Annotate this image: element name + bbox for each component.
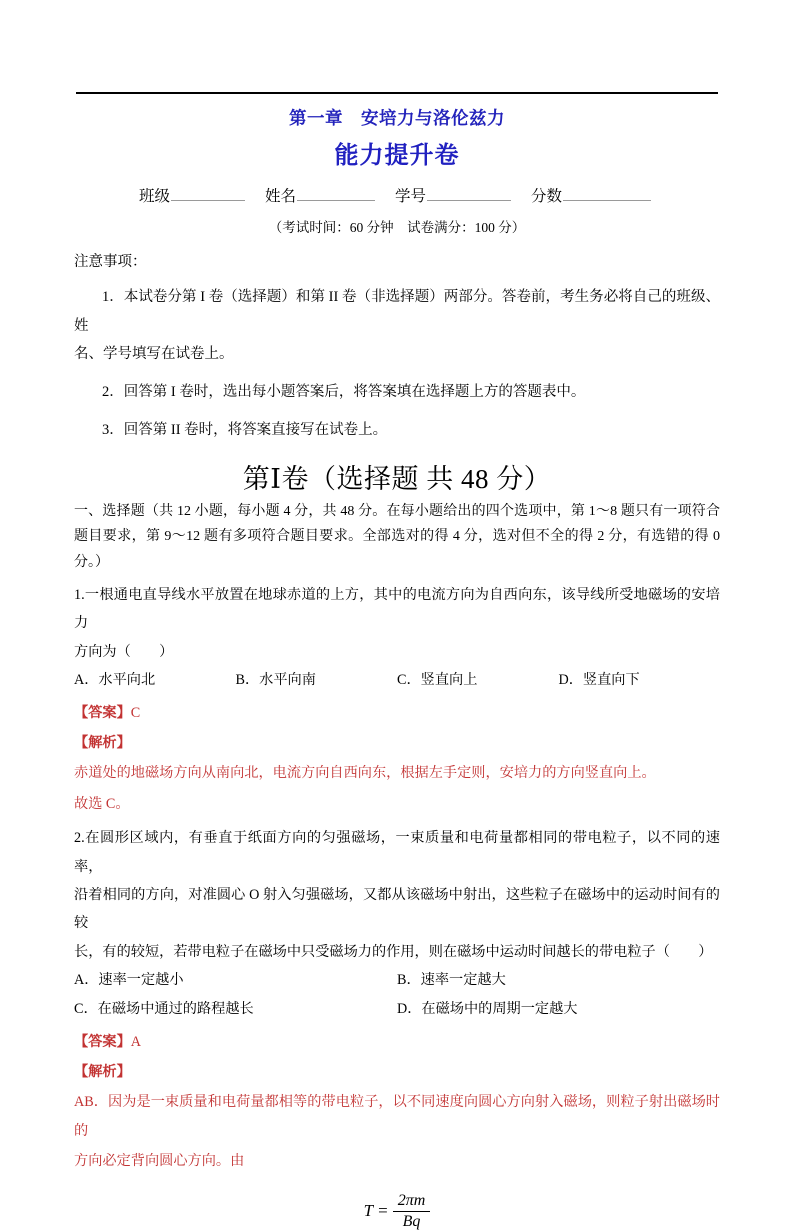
question-2-stem-line-3: 长，有的较短，若带电粒子在磁场中只受磁场力的作用，则在磁场中运动时间越长的带电粒子（ ） <box>74 943 713 960</box>
question-1-answer-value: C <box>130 704 141 721</box>
student-info-row <box>74 186 720 208</box>
question-1-stem-line-2: 方向为（ ） <box>74 643 174 660</box>
header-divider-rule <box>76 92 718 94</box>
name-label: 姓名 <box>264 188 296 206</box>
class-blank-field[interactable] <box>171 186 245 201</box>
formula-denominator: Bq <box>402 1212 421 1230</box>
question-2-formula <box>74 1192 720 1231</box>
question-1-analysis-line-1: 赤道处的地磁场方向从南向北，电流方向自西向东，根据左手定则，安培力的方向竖直向上。 <box>74 765 656 782</box>
formula-lhs: T <box>363 1201 374 1221</box>
question-2-answer-value: A <box>130 1033 142 1050</box>
notice-item-1a: 1．本试卷分第 I 卷（选择题）和第 II 卷（非选择题）两部分。答卷前，考生务必将自己的班级、姓 <box>74 289 720 334</box>
question-2-analysis-line-1: AB．因为是一束质量和电荷量都相等的带电粒子，以不同速度向圆心方向射入磁场，则粒子射出磁场时的 <box>74 1094 720 1139</box>
question-2-option-a[interactable]: A．速率一定越小 <box>74 972 184 989</box>
question-2-option-d[interactable]: D．在磁场中的周期一定越大 <box>397 1000 578 1017</box>
question-2-answer <box>74 1028 720 1056</box>
notice-item-1b: 名、学号填写在试卷上。 <box>74 345 234 362</box>
class-label: 班级 <box>138 188 170 206</box>
question-2-stem-line-1: 2.在圆形区域内，有垂直于纸面方向的匀强磁场，一束质量和电荷量都相同的带电粒子，以不同的速率， <box>74 830 720 875</box>
page-title: 第一章 安培力与洛伦兹力 <box>289 109 505 129</box>
document-content <box>74 100 720 1231</box>
question-2-answer-label: 【答案】 <box>74 1033 131 1050</box>
student-id-label: 学号 <box>395 188 427 206</box>
period-formula <box>364 1192 431 1231</box>
notice-item-2: 2．回答第 I 卷时，选出每小题答案后，将答案填在选择题上方的答题表中。 <box>102 384 586 401</box>
exam-meta-line: （考试时间：60 分钟 试卷满分：100 分） <box>268 219 526 235</box>
notice-heading: 注意事项： <box>74 253 147 270</box>
question-2-stem-line-2: 沿着相同的方向，对准圆心 O 射入匀强磁场，又都从该磁场中射出，这些粒子在磁场中的运动时间有的较 <box>74 887 720 932</box>
question-1-options <box>74 667 720 695</box>
student-id-blank-field[interactable] <box>427 186 511 201</box>
question-1-stem <box>74 581 720 666</box>
question-2-option-c[interactable]: C．在磁场中通过的路程越长 <box>74 1000 254 1017</box>
question-2-analysis-label: 【解析】 <box>74 1064 131 1081</box>
question-1-answer <box>74 699 720 727</box>
question-1-analysis-label: 【解析】 <box>74 735 131 752</box>
question-2-stem <box>74 824 720 966</box>
formula-equals-sign: = <box>378 1201 388 1221</box>
question-2-options-row-2 <box>74 996 720 1024</box>
question-2-analysis-line-2: 方向必定背向圆心方向。由 <box>74 1153 245 1170</box>
score-blank-field[interactable] <box>563 186 651 201</box>
question-1-analysis-line-2: 故选 C。 <box>74 795 130 812</box>
score-label: 分数 <box>531 188 563 206</box>
notice-item-3: 3．回答第 II 卷时，将答案直接写在试卷上。 <box>102 422 388 439</box>
section-title: 第Ⅰ卷（选择题 共 48 分） <box>242 463 552 494</box>
question-1-option-b[interactable]: B．水平向南 <box>235 671 316 688</box>
question-2-option-b[interactable]: B．速率一定越大 <box>397 972 506 989</box>
question-2-options-row-1 <box>74 967 720 995</box>
formula-fraction <box>393 1192 431 1231</box>
question-1-stem-line-1: 1.一根通电直导线水平放置在地球赤道的上方，其中的电流方向为自西向东，该导线所受地磁场的安培力 <box>74 586 720 632</box>
page-subtitle: 能力提升卷 <box>334 141 460 170</box>
question-1-option-a[interactable]: A．水平向北 <box>74 671 156 688</box>
question-1-option-d[interactable]: D．竖直向下 <box>558 671 640 688</box>
formula-numerator: 2πm <box>393 1192 431 1212</box>
question-1-answer-label: 【答案】 <box>74 704 131 721</box>
question-1-option-c[interactable]: C．竖直向上 <box>397 671 478 688</box>
section-intro: 一、选择题（共 12 小题，每小题 4 分，共 48 分。在每小题给出的四个选项中，第 1～8 题只有一项符合题目要求，第 9～12 题有多项符合题目要求。全部选对的得 4 分，选对但不全的得 2 分，有选错的得 0 分。） <box>74 504 720 570</box>
name-blank-field[interactable] <box>297 186 375 201</box>
